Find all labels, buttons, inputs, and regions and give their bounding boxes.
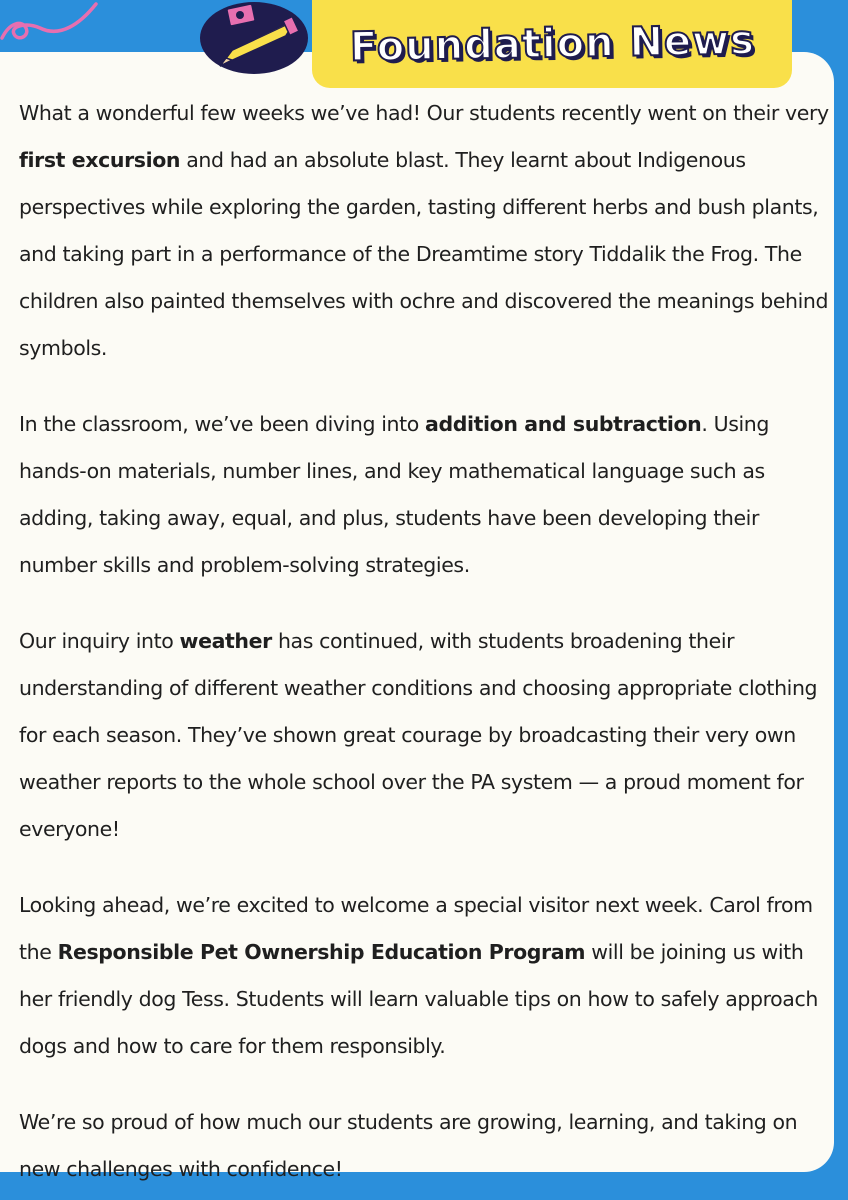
paragraph-maths: In the classroom, we’ve been diving into addition and subtraction. Using hands-on materials, number lines, and key mathematical language such as adding, taking away, equal, and plus, students have been developing their number skills and problem-solving strategies. <box>19 412 769 577</box>
page-title: Foundation News <box>349 17 755 71</box>
highlight-text: Responsible Pet Ownership Education Program <box>57 940 586 964</box>
highlight-text: addition and subtraction <box>425 412 702 436</box>
paragraph-weather: Our inquiry into weather has continued, with students broadening their understanding of different weather conditions and choosing appropriate clothing for each season. They’ve shown great courage by broadcasting their very own weather reports to the whole school over the PA system — a proud moment for everyone! <box>19 629 818 841</box>
article-body <box>19 90 834 1193</box>
paragraph-excursion: What a wonderful few weeks we’ve had! Our students recently went on their very first excursion and had an absolute blast. They learnt about Indigenous perspectives while exploring the garden, tasting different herbs and bush plants, and taking part in a performance of the Dreamtime story Tiddalik the Frog. The children also painted themselves with ochre and discovered the meanings behind symbols. <box>19 101 829 360</box>
highlight-text: first excursion <box>19 148 181 172</box>
paragraph-closing: We’re so proud of how much our students are growing, learning, and taking on new challenges with confidence! <box>19 1110 798 1181</box>
squiggle-decoration <box>0 0 110 50</box>
pencil-badge <box>198 0 310 78</box>
paragraph-visitor: Looking ahead, we’re excited to welcome a special visitor next week. Carol from the Responsible Pet Ownership Education Program will be joining us with her friendly dog Tess. Students will learn valuable tips on how to safely approach dogs and how to care for them responsibly. <box>19 893 818 1058</box>
highlight-text: weather <box>179 629 272 653</box>
title-banner <box>312 0 792 88</box>
